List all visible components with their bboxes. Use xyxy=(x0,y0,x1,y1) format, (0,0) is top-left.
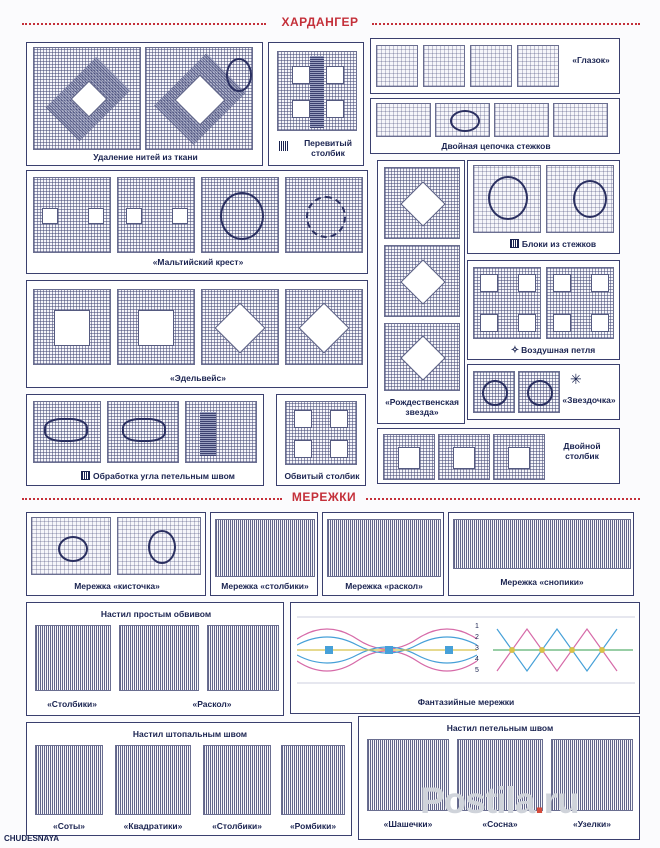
caption: «Звездочка» xyxy=(562,395,616,405)
loop-star-icon: ✧ xyxy=(510,345,520,356)
caption: «Шашечки» xyxy=(383,819,433,829)
fantasy-numbers xyxy=(475,621,479,676)
swatch-image xyxy=(470,45,512,87)
caption: Мережка «снопики» xyxy=(500,577,584,587)
divider xyxy=(22,498,282,500)
caption: «Сосна» xyxy=(482,819,518,829)
caption: «Глазок» xyxy=(572,55,610,65)
caption: Удаление нитей из ткани xyxy=(93,152,198,162)
panel-corner xyxy=(26,394,264,486)
panel-twisted-column xyxy=(268,42,364,166)
divider xyxy=(372,23,640,25)
swatch-image xyxy=(473,371,515,413)
merezhki-title: МЕРЕЖКИ xyxy=(291,490,357,504)
swatch-image xyxy=(494,103,549,137)
swatch-image xyxy=(383,434,435,480)
swatch-image xyxy=(423,45,465,87)
swatch-image xyxy=(33,47,141,150)
hardanger-title: ХАРДАНГЕР xyxy=(281,15,359,29)
postila-watermark xyxy=(420,780,579,822)
panel-zvezdochka xyxy=(467,364,620,420)
fantasy-swatch-image xyxy=(297,609,635,691)
swatch-image xyxy=(31,517,111,575)
swatch-image xyxy=(453,519,631,569)
swatch-image xyxy=(384,167,460,239)
caption: Мережка «столбики» xyxy=(221,581,309,591)
swatch-image xyxy=(518,371,560,413)
caption-text: Обработка угла петельным швом xyxy=(93,471,235,481)
panel-maltese-cross xyxy=(26,170,368,274)
watermark-dot: . xyxy=(534,780,544,821)
panel-stolbiki xyxy=(210,512,318,596)
panel-christmas-star xyxy=(377,160,465,424)
panel-wrapped-column xyxy=(276,394,366,486)
swatch-image xyxy=(215,519,315,577)
swatch-image xyxy=(473,165,541,233)
swatch-image xyxy=(376,103,431,137)
caption: «Раскол» xyxy=(192,699,232,709)
hardanger-section-header xyxy=(0,15,660,31)
swatch-image xyxy=(201,177,279,253)
swatch-image xyxy=(546,165,614,233)
panel-glazok xyxy=(370,38,620,94)
caption-text: Воздушная петля xyxy=(521,345,596,355)
panel-raskol xyxy=(322,512,444,596)
panel-double-chain xyxy=(370,98,620,154)
swatch-image xyxy=(203,745,271,815)
swatch-image xyxy=(384,323,460,391)
caption: «Квадратики» xyxy=(123,821,183,831)
blocks-icon xyxy=(510,239,519,248)
corner-icon xyxy=(81,471,90,480)
caption: Перевитый столбик xyxy=(304,138,352,158)
caption xyxy=(488,345,618,356)
star-icon: ✳ xyxy=(570,371,582,387)
panel-nastil-shtopal xyxy=(26,722,352,836)
watermark-text: ru xyxy=(543,780,579,821)
swatch-image xyxy=(33,177,111,253)
divider xyxy=(22,23,266,25)
caption: Фантазийные мережки xyxy=(417,697,515,707)
panel-snopiki xyxy=(448,512,634,596)
swatch-image xyxy=(115,745,191,815)
column-icon xyxy=(279,141,289,151)
swatch-image xyxy=(517,45,559,87)
swatch-image xyxy=(546,267,614,339)
caption: «Столбики» xyxy=(212,821,262,831)
swatch-image xyxy=(376,45,418,87)
swatch-image xyxy=(33,401,101,463)
caption: «Узелки» xyxy=(572,819,612,829)
swatch-image xyxy=(35,745,103,815)
group-title: Настил простым обвивом xyxy=(100,609,212,619)
caption: «Рождественская звезда» xyxy=(385,397,459,417)
swatch-image xyxy=(327,519,441,577)
swatch-image xyxy=(493,434,545,480)
panel-fantasy xyxy=(290,602,640,714)
swatch-image xyxy=(384,245,460,317)
swatch-image xyxy=(107,401,179,463)
caption: Двойная цепочка стежков xyxy=(441,141,551,151)
swatch-image xyxy=(117,177,195,253)
swatch-image xyxy=(435,103,490,137)
caption xyxy=(53,471,263,481)
panel-nastil-obviv xyxy=(26,602,284,716)
swatch-image xyxy=(207,625,279,691)
caption: «Столбики» xyxy=(47,699,97,709)
swatch-image xyxy=(117,517,201,575)
swatch-image xyxy=(285,289,363,365)
caption: «Эдельвейс» xyxy=(170,373,226,383)
number-label: 3 xyxy=(475,645,479,652)
swatch-image xyxy=(201,289,279,365)
group-title: Настил штопальным швом xyxy=(132,729,248,739)
footer-logo: CHUDESNAYA xyxy=(4,834,59,843)
caption-text: Блоки из стежков xyxy=(521,239,597,249)
caption: Обвитый столбик xyxy=(284,471,360,481)
panel-edelweiss xyxy=(26,280,368,388)
swatch-image xyxy=(277,51,357,131)
swatch-image xyxy=(281,745,345,815)
panel-double-column xyxy=(377,428,620,484)
swatch-image xyxy=(285,401,357,465)
merezhki-section-header xyxy=(0,490,660,506)
group-title: Настил петельным швом xyxy=(446,723,554,733)
swatch-image xyxy=(119,625,199,691)
number-label: 5 xyxy=(475,667,479,674)
swatch-image xyxy=(145,47,253,150)
divider xyxy=(366,498,640,500)
panel-kistochka xyxy=(26,512,206,596)
caption xyxy=(488,239,618,249)
swatch-image xyxy=(473,267,541,339)
watermark-text: Postila xyxy=(420,780,535,821)
caption: Мережка «раскол» xyxy=(345,581,423,591)
panel-stitch-blocks xyxy=(467,160,620,254)
swatch-image xyxy=(185,401,257,463)
swatch-image xyxy=(35,625,111,691)
swatch-image xyxy=(33,289,111,365)
panel-thread-removal xyxy=(26,42,263,166)
caption: «Мальтийский крест» xyxy=(152,257,244,267)
number-label: 2 xyxy=(475,634,479,641)
caption: Мережка «кисточка» xyxy=(74,581,160,591)
panel-air-loop xyxy=(467,260,620,360)
caption: «Соты» xyxy=(53,821,85,831)
swatch-image xyxy=(117,289,195,365)
caption: «Ромбики» xyxy=(289,821,337,831)
swatch-image xyxy=(285,177,363,253)
caption: Двойной столбик xyxy=(563,441,601,461)
number-label: 4 xyxy=(475,656,479,663)
swatch-image xyxy=(553,103,608,137)
number-label: 1 xyxy=(475,623,479,630)
swatch-image xyxy=(438,434,490,480)
